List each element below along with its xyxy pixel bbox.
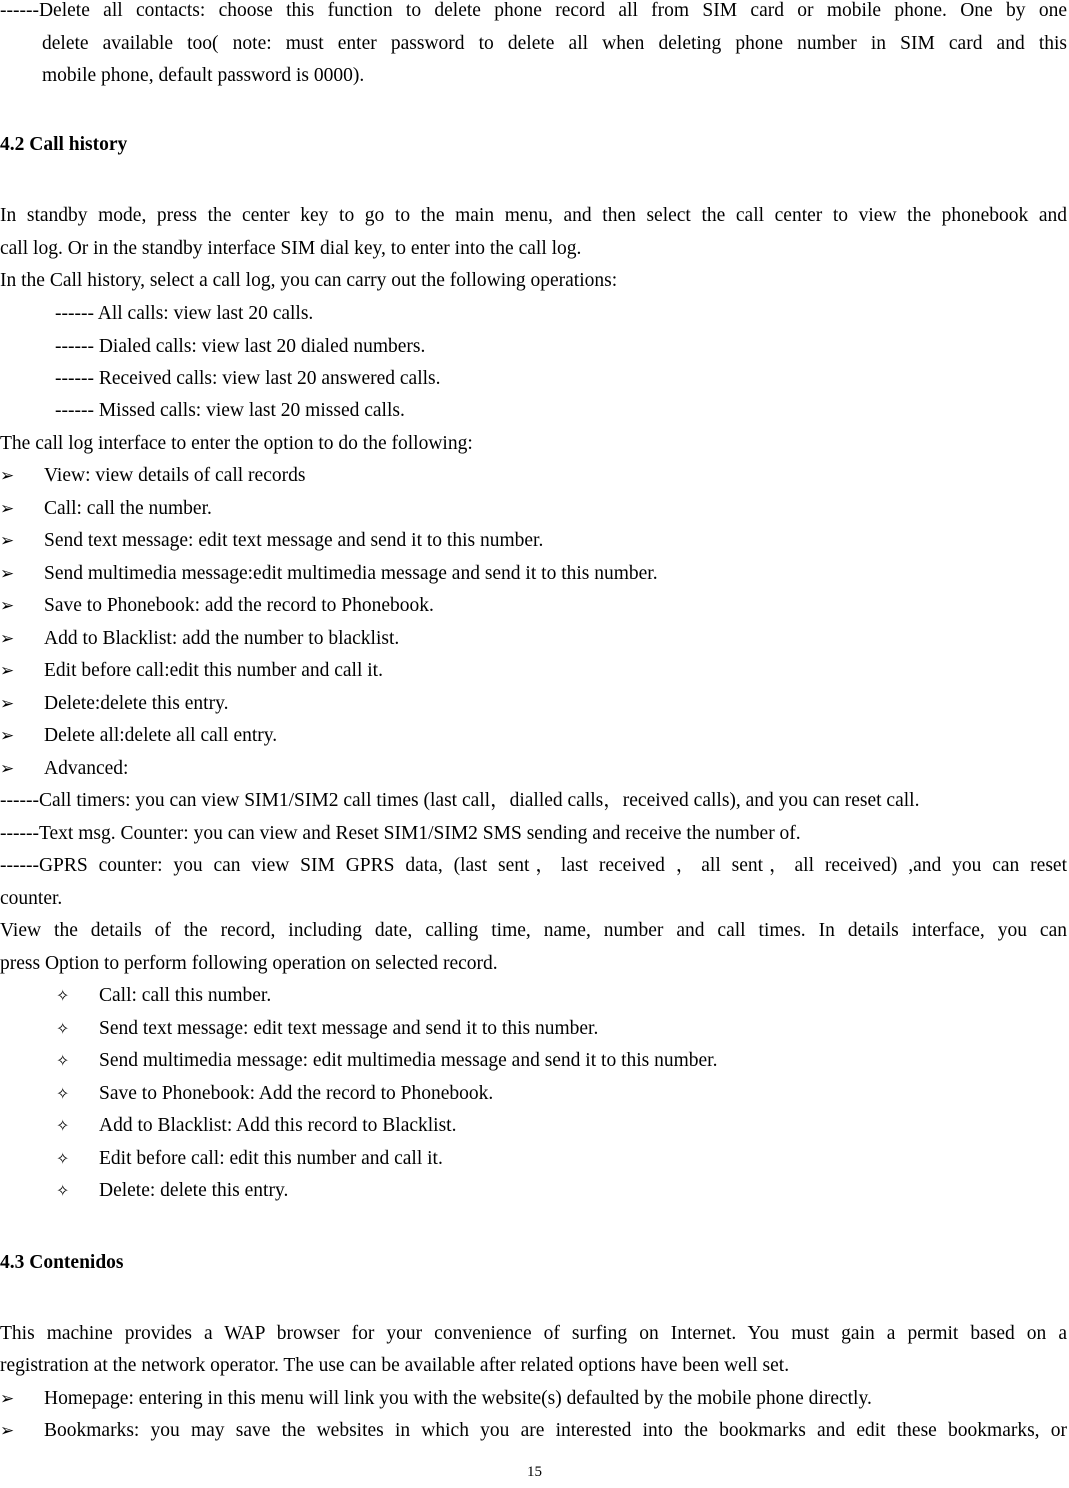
call-type-all: ------ All calls: view last 20 calls. — [55, 303, 314, 324]
diamond-bullet-icon: ✧ — [56, 1181, 70, 1200]
option-advanced: Advanced: — [44, 758, 129, 779]
option-intro: The call log interface to enter the option to do the following: — [0, 433, 473, 454]
contenidos-intro-line-1: This machine provides a WAP browser for your convenience of surfing on Internet. You must gain a permit based on a — [0, 1323, 1067, 1344]
delete-all-line-2: delete available too( note: must enter password to delete all when deleting phone number in SIM card and this — [42, 33, 1067, 54]
detail-option-edit-before-call: Edit before call: edit this number and call it. — [99, 1148, 443, 1169]
arrow-bullet-icon: ➢ — [0, 726, 15, 746]
page-number: 15 — [527, 1464, 542, 1480]
option-call: Call: call the number. — [44, 498, 212, 519]
details-line-1: View the details of the record, including date, calling time, name, number and call times. In details interface, you can — [0, 920, 1067, 941]
advanced-text-counter: ------Text msg. Counter: you can view and Reset SIM1/SIM2 SMS sending and receive the number of. — [0, 823, 801, 844]
diamond-bullet-icon: ✧ — [56, 986, 70, 1005]
contenidos-option-homepage: Homepage: entering in this menu will link you with the website(s) defaulted by the mobile phone directly. — [44, 1388, 872, 1409]
arrow-bullet-icon: ➢ — [0, 499, 15, 519]
arrow-bullet-icon: ➢ — [0, 759, 15, 779]
diamond-bullet-icon: ✧ — [56, 1084, 70, 1103]
option-save-phonebook: Save to Phonebook: add the record to Phonebook. — [44, 595, 434, 616]
diamond-bullet-icon: ✧ — [56, 1051, 70, 1070]
arrow-bullet-icon: ➢ — [0, 661, 15, 681]
arrow-bullet-icon: ➢ — [0, 1421, 15, 1441]
option-delete: Delete:delete this entry. — [44, 693, 229, 714]
arrow-bullet-icon: ➢ — [0, 694, 15, 714]
option-delete-all: Delete all:delete all call entry. — [44, 725, 278, 746]
call-type-missed: ------ Missed calls: view last 20 missed calls. — [55, 400, 405, 421]
contenidos-intro-line-2: registration at the network operator. The use can be available after related options have been well set. — [0, 1355, 790, 1376]
call-history-intro-line-3: In the Call history, select a call log, you can carry out the following operations: — [0, 270, 618, 291]
contenidos-option-bookmarks: Bookmarks: you may save the websites in which you are interested into the bookmarks and edit these bookmarks, or — [44, 1420, 1067, 1441]
arrow-bullet-icon: ➢ — [0, 629, 15, 649]
arrow-bullet-icon: ➢ — [0, 564, 15, 584]
section-heading-call-history: 4.2 Call history — [0, 134, 128, 155]
call-history-intro-line-1: In standby mode, press the center key to go to the main menu, and then select the call center to view the phonebook and — [0, 205, 1067, 226]
call-history-intro-line-2: call log. Or in the standby interface SIM dial key, to enter into the call log. — [0, 238, 582, 259]
diamond-bullet-icon: ✧ — [56, 1149, 70, 1168]
advanced-gprs-counter: ------GPRS counter: you can view SIM GPRS data, (last sent，last received ，all sent，all received) ,and you can reset — [0, 855, 1067, 876]
diamond-bullet-icon: ✧ — [56, 1116, 70, 1135]
call-type-received: ------ Received calls: view last 20 answered calls. — [55, 368, 441, 389]
arrow-bullet-icon: ➢ — [0, 1389, 15, 1409]
delete-all-line-1: ------Delete all contacts: choose this function to delete phone record all from SIM card or mobile phone. One by one — [0, 0, 1067, 21]
arrow-bullet-icon: ➢ — [0, 466, 15, 486]
option-view: View: view details of call records — [44, 465, 306, 486]
diamond-bullet-icon: ✧ — [56, 1019, 70, 1038]
detail-option-delete: Delete: delete this entry. — [99, 1180, 289, 1201]
advanced-gprs-counter-cont: counter. — [0, 888, 63, 909]
option-add-blacklist: Add to Blacklist: add the number to blacklist. — [44, 628, 400, 649]
call-type-dialed: ------ Dialed calls: view last 20 dialed numbers. — [55, 336, 426, 357]
detail-option-save-phonebook: Save to Phonebook: Add the record to Phonebook. — [99, 1083, 494, 1104]
arrow-bullet-icon: ➢ — [0, 531, 15, 551]
option-edit-before-call: Edit before call:edit this number and call it. — [44, 660, 383, 681]
detail-option-call: Call: call this number. — [99, 985, 272, 1006]
arrow-bullet-icon: ➢ — [0, 596, 15, 616]
option-send-text: Send text message: edit text message and send it to this number. — [44, 530, 544, 551]
section-heading-contenidos: 4.3 Contenidos — [0, 1252, 124, 1273]
detail-option-send-multimedia: Send multimedia message: edit multimedia message and send it to this number. — [99, 1050, 718, 1071]
option-send-multimedia: Send multimedia message:edit multimedia message and send it to this number. — [44, 563, 658, 584]
detail-option-add-blacklist: Add to Blacklist: Add this record to Blacklist. — [99, 1115, 457, 1136]
details-line-2: press Option to perform following operation on selected record. — [0, 953, 498, 974]
advanced-call-timers: ------Call timers: you can view SIM1/SIM2 call times (last call，dialled calls，received calls), and you can reset call. — [0, 790, 920, 811]
detail-option-send-text: Send text message: edit text message and send it to this number. — [99, 1018, 599, 1039]
delete-all-line-3: mobile phone, default password is 0000). — [42, 65, 365, 86]
